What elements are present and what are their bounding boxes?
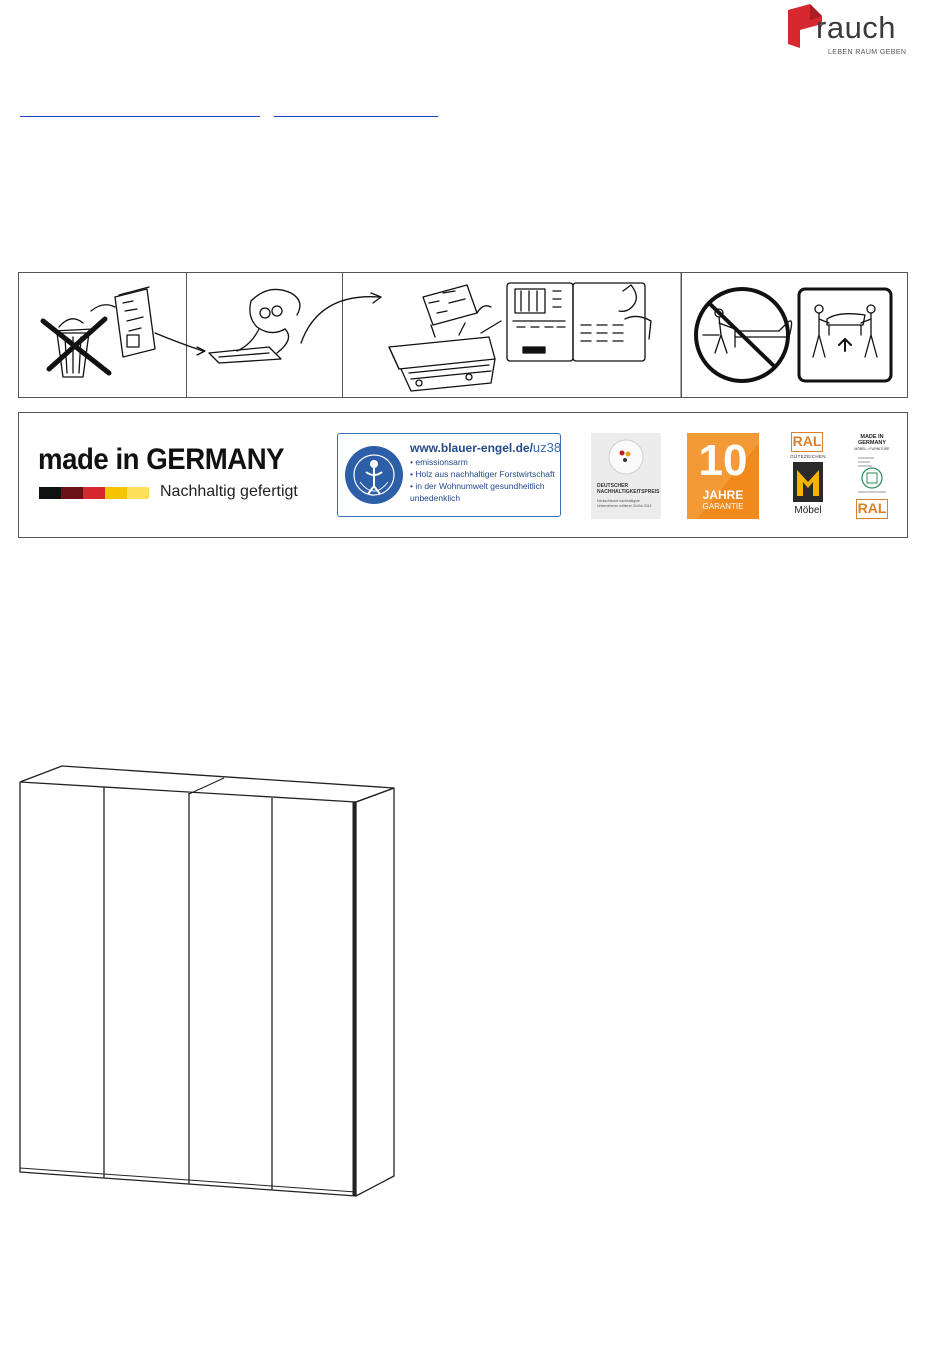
cross-icon [43, 319, 109, 373]
flag-segment-dark-red [61, 487, 83, 499]
guetezeichen-label: GÜTEZEICHEN [790, 454, 826, 459]
garantie-years: 10 [698, 436, 748, 485]
ral-moebel-badge [790, 432, 826, 520]
wardrobe-drawing [14, 760, 400, 1200]
nachhaltigkeitspreis-title: DEUTSCHER NACHHALTIGKEITSPREIS [597, 483, 660, 495]
link-underline-1[interactable] [20, 116, 260, 117]
no-push-furniture-icon [696, 289, 792, 381]
logo-wordmark: rauch [816, 10, 897, 45]
ral-mig-title: MADE IN GERMANY [857, 434, 887, 446]
flag-segment-red [83, 487, 105, 499]
flag-segment-yellow [127, 487, 149, 499]
instruction-strip [18, 272, 908, 398]
arrow-icon [155, 333, 203, 351]
logo-tagline: LEBEN RAUM GEBEN [828, 49, 907, 56]
ral-label: RAL [856, 499, 888, 519]
award-globe-icon [591, 433, 661, 481]
flag-color-bar [39, 487, 149, 499]
flag-segment-black [39, 487, 61, 499]
nachhaltigkeitspreis-badge [591, 433, 661, 519]
ral-made-in-germany-badge [854, 432, 890, 520]
lift-furniture-icon [799, 289, 891, 381]
blauer-engel-item: • in der Wohnumwelt gesundheitlich unbedenklich [410, 480, 560, 504]
nachhaltigkeitspreis-subtitle: Deutschlands nachhaltigste Unternehmen mittlerer Größe 2014 [597, 499, 652, 508]
blauer-engel-url[interactable] [410, 440, 561, 455]
folder-icon [389, 321, 501, 391]
blauer-engel-badge[interactable] [337, 433, 561, 517]
made-in-germany-subtitle: Nachhaltig gefertigt [160, 483, 298, 500]
brand-logo [788, 2, 913, 60]
certifications-banner [18, 412, 908, 538]
documents-icon [423, 285, 491, 325]
garantie-badge [687, 433, 759, 519]
wardrobe-top [20, 766, 394, 802]
blauer-engel-list [410, 456, 560, 504]
label-sheet-icon [507, 283, 651, 361]
ral-mig-sub: MÖBEL • FURNITURE [854, 447, 890, 451]
blauer-engel-item: • emissionsarm [410, 456, 560, 468]
ral-m-emblem-icon [793, 462, 823, 502]
garantie-sub: GARANTIE [702, 502, 744, 511]
blauer-engel-item: • Holz aus nachhaltiger Forstwirtschaft [410, 468, 560, 480]
garantie-label: JAHRE [702, 488, 744, 502]
blauer-engel-url-suffix: uz38 [532, 440, 562, 455]
instruction-illustrations [19, 273, 907, 397]
arrow-icon [91, 305, 115, 311]
ral-mig-emblem-icon [854, 454, 890, 494]
made-in-germany-title: made in GERMANY [38, 443, 285, 476]
moebel-label: Möbel [794, 505, 822, 516]
ral-label: RAL [791, 432, 823, 452]
link-underline-2[interactable] [274, 116, 438, 117]
reading-person-icon [209, 289, 379, 363]
manual-icon [115, 287, 155, 357]
blauer-engel-seal-icon [344, 442, 404, 508]
flag-segment-gold [105, 487, 127, 499]
blauer-engel-url-main: www.blauer-engel.de/ [410, 441, 533, 455]
